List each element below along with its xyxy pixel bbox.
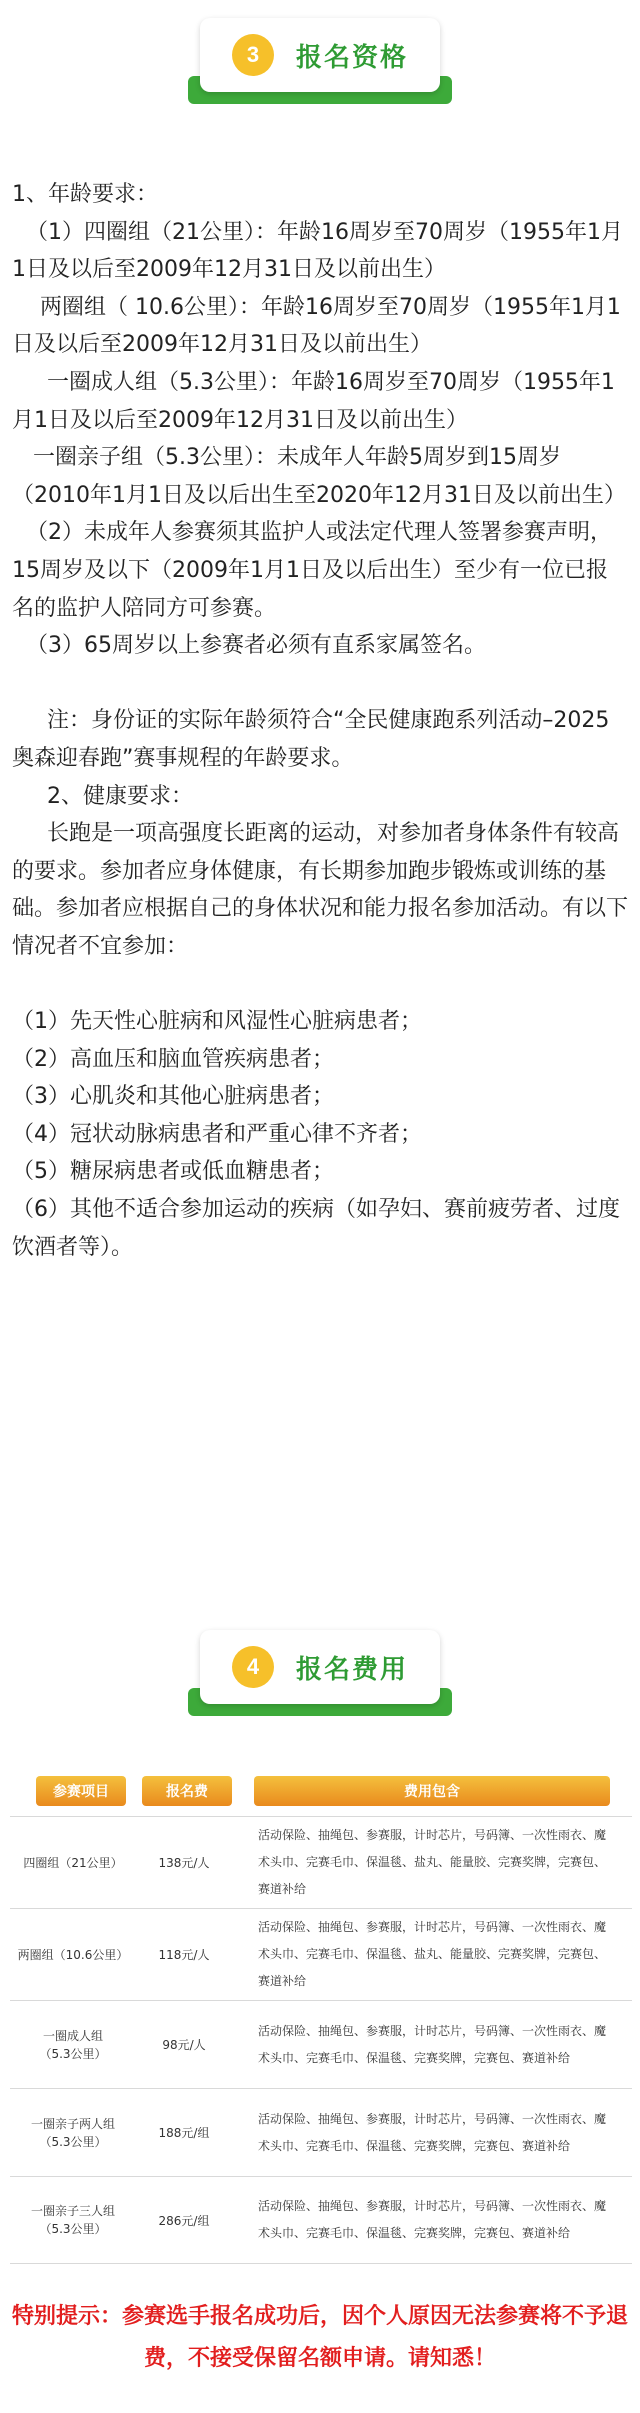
section-3-header-card — [200, 18, 440, 92]
table-row — [10, 2177, 632, 2264]
age-rule-two-lap: 两圈组（ 10.6公里）：年龄16周岁至70周岁（1955年1月1日及以后至2009年12月31日及以前出生） — [12, 294, 621, 358]
fee-table — [10, 1770, 632, 2264]
row-includes: 活动保险、抽绳包、参赛服，计时芯片，号码簿、一次性雨衣、魔术头巾、完赛毛巾、保温毯、盐丸、能量胶、完赛奖牌，完赛包、赛道补给 — [258, 1920, 607, 1988]
row-price: 188元/组 — [158, 2126, 210, 2140]
section-4-header-card — [200, 1630, 440, 1704]
header-event: 参赛项目 — [36, 1776, 126, 1806]
section-3-header — [188, 14, 452, 110]
row-includes: 活动保险、抽绳包、参赛服，计时芯片，号码簿、一次性雨衣、魔术头巾、完赛毛巾、保温毯、完赛奖牌，完赛包、赛道补给 — [258, 2111, 607, 2153]
row-event: 一圈亲子三人组 （5.3公里） — [30, 2204, 115, 2236]
row-price: 118元/人 — [158, 1948, 210, 1962]
condition-item: （5）糖尿病患者或低血糖患者； — [12, 1159, 334, 1185]
condition-item: （2）高血压和脑血管疾病患者； — [12, 1046, 334, 1072]
row-event: 四圈组（21公里） — [23, 1855, 123, 1870]
table-row — [10, 1817, 632, 1909]
section-3-header-wrap — [0, 14, 640, 110]
health-description: 长跑是一项高强度长距离的运动，对参加者身体条件有较高的要求。参加者应身体健康，有长期参加跑步锻炼或训练的基础。参加者应根据自己的身体状况和能力报名参加活动。有以下情况者不宜参加： — [12, 821, 629, 959]
header-fee: 报名费 — [142, 1776, 232, 1806]
section-3-number: 3 — [232, 34, 274, 76]
age-rule-one-lap-family: 一圈亲子组（5.3公里）：未成年人年龄5周岁到15周岁 （2010年1月1日及以后出生至2020年12月31日及以前出生） — [12, 445, 626, 508]
section-4-number: 4 — [232, 1646, 274, 1688]
row-price: 286元/组 — [158, 2213, 210, 2228]
spacer — [12, 665, 628, 703]
row-includes: 活动保险、抽绳包、参赛服，计时芯片，号码簿、一次性雨衣、魔术头巾、完赛毛巾、保温毯、盐丸、能量胶、完赛奖牌，完赛包、赛道补给 — [258, 1828, 607, 1896]
senior-rule: （3）65周岁以上参赛者必须有直系家属签名。 — [12, 633, 486, 659]
special-notice: 特别提示：参赛选手报名成功后，因个人原因无法参赛将不予退费，不接受保留名额申请。请知悉！ — [12, 2304, 629, 2371]
row-event: 两圈组（10.6公里） — [17, 1947, 129, 1962]
section-4-header-wrap — [0, 1626, 640, 1722]
condition-item: （3）心肌炎和其他心脏病患者； — [12, 1084, 334, 1110]
header-includes: 费用包含 — [254, 1776, 610, 1806]
condition-item: （1）先天性心脏病和风湿性心脏病患者； — [12, 1009, 422, 1035]
condition-item: （6）其他不适合参加运动的疾病（如孕妇、赛前疲劳者、过度饮酒者等）。 — [12, 1197, 620, 1260]
section-3-title: 报名资格 — [295, 42, 408, 73]
table-row — [10, 2001, 632, 2089]
table-row — [10, 1909, 632, 2001]
table-row — [10, 2089, 632, 2177]
age-requirement-heading: 1、年龄要求： — [12, 182, 158, 207]
row-price: 138元/人 — [158, 1856, 210, 1870]
row-event: 一圈成人组 （5.3公里） — [39, 2028, 107, 2061]
age-note: 注：身份证的实际年龄须符合“全民健康跑系列活动–2025奥森迎春跑”赛事规程的年龄要求。 — [12, 708, 610, 771]
row-price: 98元/人 — [162, 2038, 206, 2052]
row-includes: 活动保险、抽绳包、参赛服，计时芯片，号码簿、一次性雨衣、魔术头巾、完赛毛巾、保温毯、完赛奖牌，完赛包、赛道补给 — [258, 2023, 607, 2065]
health-requirement-heading: 2、健康要求： — [12, 783, 193, 809]
age-rule-four-lap: （1）四圈组（21公里）：年龄16周岁至70周岁（1955年1月1日及以后至2009年12月31日及以前出生） — [12, 219, 623, 283]
age-rule-one-lap-adult: 一圈成人组（5.3公里）：年龄16周岁至70周岁（1955年1月1日及以后至2009年12月31日及以前出生） — [12, 369, 615, 433]
section-4-title: 报名费用 — [295, 1654, 408, 1685]
row-event: 一圈亲子两人组 （5.3公里） — [30, 2116, 115, 2149]
spacer — [12, 965, 628, 1003]
section-4-header — [188, 1626, 452, 1722]
row-includes: 活动保险、抽绳包、参赛服，计时芯片，号码簿、一次性雨衣、魔术头巾、完赛毛巾、保温毯、完赛奖牌，完赛包、赛道补给 — [258, 2199, 607, 2240]
minor-guardian-rule: （2）未成年人参赛须其监护人或法定代理人签署参赛声明，15周岁及以下（2009年1月1日及以后出生）至少有一位已报名的监护人陪同方可参赛。 — [12, 520, 612, 621]
eligibility-text — [12, 176, 628, 1266]
condition-item: （4）冠状动脉病患者和严重心律不齐者； — [12, 1121, 422, 1147]
